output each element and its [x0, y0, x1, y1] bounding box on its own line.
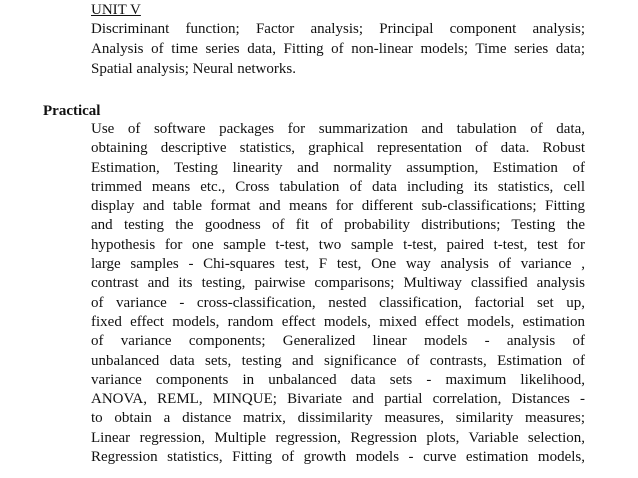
practical-line: fixed effect models, random effect models, mixed effect models, estimation	[91, 313, 585, 330]
practical-line: Linear regression, Multiple regression, Regression plots, Variable selection,	[91, 429, 585, 446]
practical-line: Estimation, Testing linearity and normality assumption, Estimation of	[91, 159, 585, 176]
unit-body	[91, 19, 585, 79]
practical-line: hypothesis for one sample t-test, two sample t-test, paired t-test, test for	[91, 236, 585, 253]
practical-line: trimmed means etc., Cross tabulation of data including its statistics, cell	[91, 178, 585, 195]
practical-line: to obtain a distance matrix, dissimilarity measures, similarity measures;	[91, 410, 585, 427]
practical-body	[91, 120, 585, 467]
practical-line: obtaining descriptive statistics, graphical representation of data. Robust	[91, 140, 585, 157]
practical-line: and testing the goodness of fit of probability distributions; Testing the	[91, 217, 585, 234]
practical-line: display and table format and means for different sub-classifications; Fitting	[91, 198, 585, 215]
unit-line: Analysis of time series data, Fitting of non-linear models; Time series data;	[91, 41, 585, 57]
unit-heading: UNIT V	[91, 2, 141, 18]
practical-heading: Practical	[43, 103, 101, 119]
practical-line: variance components in unbalanced data sets - maximum likelihood,	[91, 371, 585, 388]
practical-line: Regression statistics, Fitting of growth models - curve estimation models,	[91, 449, 585, 466]
practical-line: of variance components; Generalized linear models - analysis of	[91, 333, 585, 350]
practical-line: ANOVA, REML, MINQUE; Bivariate and partial correlation, Distances -	[91, 391, 585, 408]
practical-line: large samples - Chi-squares test, F test, One way analysis of variance ,	[91, 256, 585, 273]
unit-line: Discriminant function; Factor analysis; Principal component analysis;	[91, 21, 585, 37]
practical-line: Use of software packages for summarization and tabulation of data,	[91, 121, 585, 137]
unit-line: Spatial analysis; Neural networks.	[91, 61, 296, 77]
practical-line: of variance - cross-classification, nested classification, factorial set up,	[91, 294, 585, 311]
practical-line: unbalanced data sets, testing and significance of contrasts, Estimation of	[91, 352, 585, 369]
practical-line: contrast and its testing, pairwise comparisons; Multiway classified analysis	[91, 275, 585, 292]
